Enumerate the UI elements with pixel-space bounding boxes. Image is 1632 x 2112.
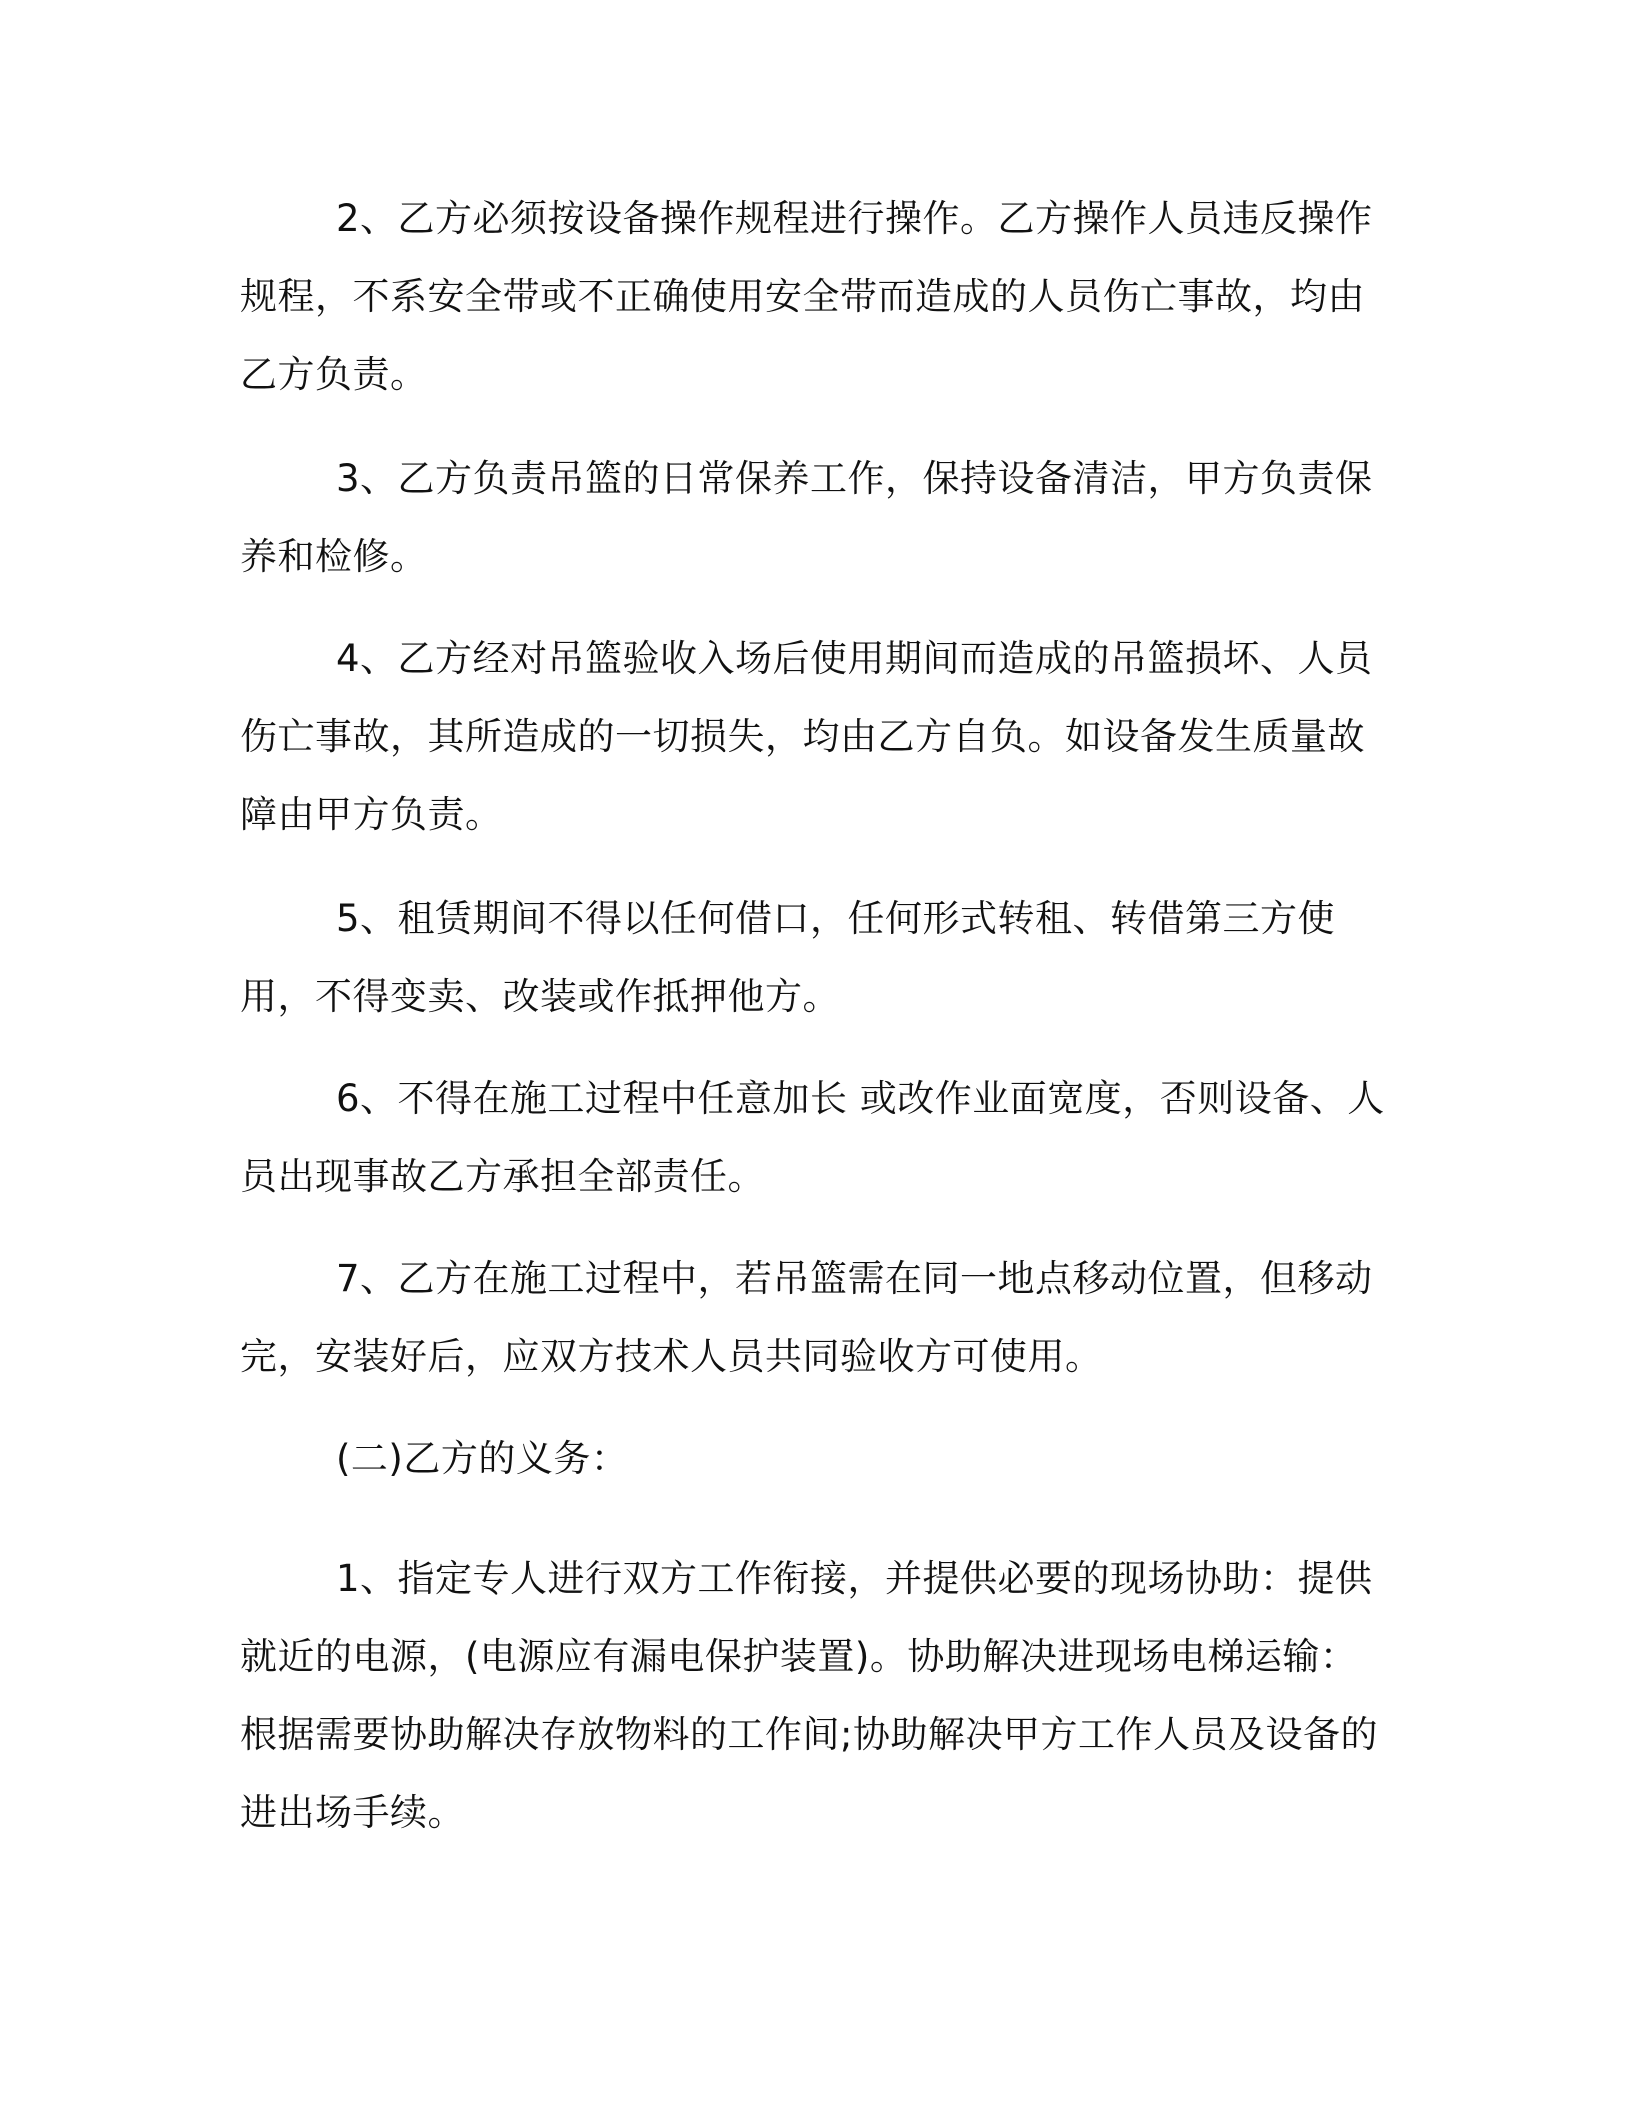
paragraph: 4、乙方经对吊篮验收入场后使用期间而造成的吊篮损坏、人员伤亡事故，其所造成的一切损失，均由乙方自负。如设备发生质量故障由甲方负责。 [240, 637, 1373, 836]
paragraph: 7、乙方在施工过程中，若吊篮需在同一地点移动位置，但移动完，安装好后，应双方技术人员共同验收方可使用。 [240, 1257, 1373, 1378]
clause-5 [240, 880, 1390, 1036]
section-heading [240, 1420, 1390, 1498]
clause-4 [240, 620, 1390, 854]
clause-3 [240, 440, 1390, 596]
obligation-1 [240, 1540, 1390, 1852]
section-title: (二)乙方的义务： [336, 1437, 629, 1480]
clause-7 [240, 1240, 1390, 1396]
paragraph: 6、不得在施工过程中任意加长 或改作业面宽度，否则设备、人员出现事故乙方承担全部责任。 [240, 1077, 1385, 1198]
paragraph: 2、乙方必须按设备操作规程进行操作。乙方操作人员违反操作规程，不系安全带或不正确使用安全带而造成的人员伤亡事故，均由乙方负责。 [240, 197, 1373, 396]
paragraph: 5、租赁期间不得以任何借口，任何形式转租、转借第三方使用，不得变卖、改装或作抵押他方。 [240, 897, 1336, 1018]
clause-2 [240, 180, 1390, 414]
paragraph: 3、乙方负责吊篮的日常保养工作，保持设备清洁，甲方负责保养和检修。 [240, 457, 1373, 578]
paragraph: 1、指定专人进行双方工作衔接，并提供必要的现场协助：提供就近的电源，(电源应有漏电保护装置)。协助解决进现场电梯运输：根据需要协助解决存放物料的工作间;协助解决甲方工作人员及设备的进出场手续。 [240, 1557, 1378, 1834]
clause-6 [240, 1060, 1390, 1216]
